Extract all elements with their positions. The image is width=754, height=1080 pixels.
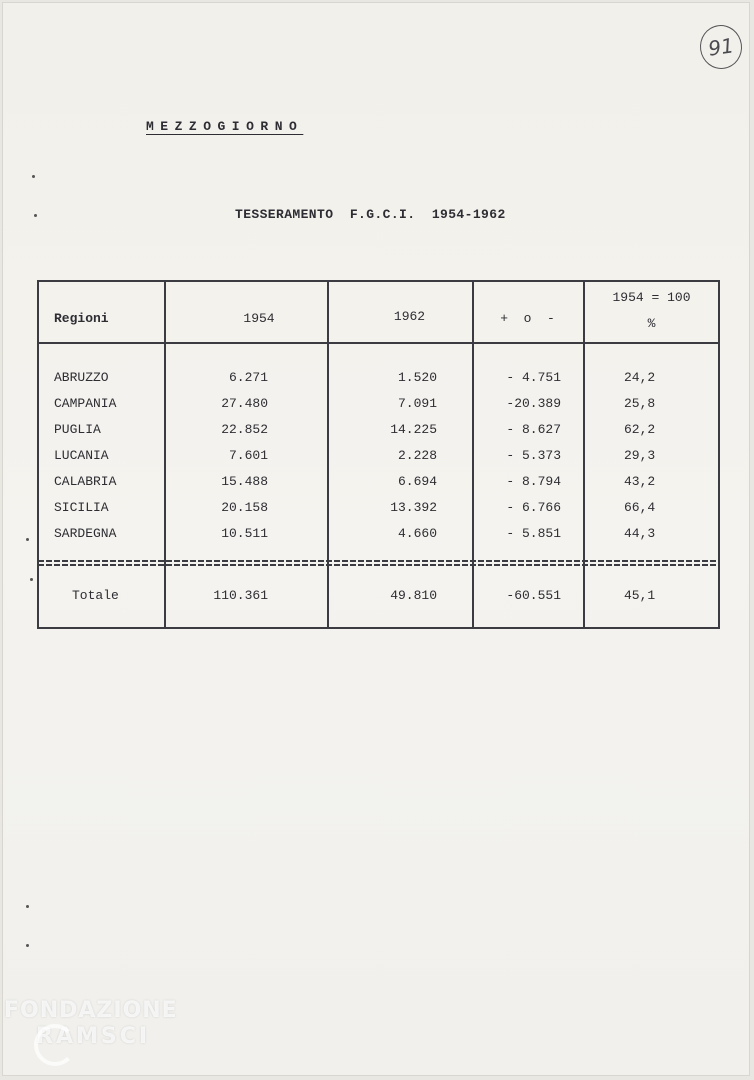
cell-index: 25,8 (624, 396, 656, 411)
cell-region: CALABRIA (54, 474, 117, 489)
cell-y1962: 14.225 (390, 422, 437, 437)
header-difference: + o - (500, 311, 555, 326)
column-divider (583, 281, 585, 628)
cell-index: 44,3 (624, 526, 656, 541)
cell-region: SICILIA (54, 500, 109, 515)
total-index: 45,1 (624, 588, 656, 603)
cell-index: 24,2 (624, 370, 656, 385)
header-index: 1954 = 100 (612, 290, 691, 305)
page-number: 91 (706, 33, 736, 61)
cell-index: 62,2 (624, 422, 656, 437)
cell-diff: - 5.373 (506, 448, 561, 463)
cell-y1954: 27.480 (221, 396, 268, 411)
cell-diff: - 8.794 (506, 474, 561, 489)
cell-diff: - 4.751 (506, 370, 561, 385)
cell-y1954: 10.511 (221, 526, 268, 541)
cell-y1962: 6.694 (397, 474, 437, 489)
total-divider (38, 560, 719, 562)
cell-y1954: 22.852 (221, 422, 268, 437)
cell-y1962: 7.091 (397, 396, 437, 411)
cell-diff: -20.389 (506, 396, 561, 411)
page-number-stamp (697, 22, 745, 71)
cell-region: PUGLIA (54, 422, 101, 437)
margin-mark (26, 944, 29, 947)
cell-y1962: 2.228 (397, 448, 437, 463)
cell-diff: - 6.766 (506, 500, 561, 515)
header-index-unit: % (647, 316, 656, 331)
watermark-g-logo (34, 1024, 76, 1066)
margin-mark (26, 905, 29, 908)
cell-index: 43,2 (624, 474, 656, 489)
margin-mark (34, 214, 37, 217)
cell-y1954: 7.601 (228, 448, 268, 463)
header-1954: 1954 (243, 311, 275, 326)
cell-index: 29,3 (624, 448, 656, 463)
cell-y1954: 20.158 (221, 500, 268, 515)
header-region: Regioni (54, 311, 109, 326)
cell-region: CAMPANIA (54, 396, 117, 411)
cell-y1962: 13.392 (390, 500, 437, 515)
cell-y1954: 6.271 (228, 370, 268, 385)
watermark-line-2: RAMSCI (36, 1024, 151, 1049)
cell-diff: - 8.627 (506, 422, 561, 437)
cell-region: ABRUZZO (54, 370, 109, 385)
table-title: TESSERAMENTO F.G.C.I. 1954-1962 (235, 207, 506, 222)
watermark-line-1: FONDAZIONE (4, 998, 178, 1023)
cell-y1962: 1.520 (397, 370, 437, 385)
total-divider (38, 564, 719, 566)
cell-diff: - 5.851 (506, 526, 561, 541)
cell-region: LUCANIA (54, 448, 109, 463)
total-difference: -60.551 (506, 588, 561, 603)
margin-mark (30, 578, 33, 581)
cell-y1962: 4.660 (397, 526, 437, 541)
cell-index: 66,4 (624, 500, 656, 515)
margin-mark (26, 538, 29, 541)
total-label: Totale (72, 588, 119, 603)
document-heading: MEZZOGIORNO (146, 119, 304, 134)
total-1962: 49.810 (390, 588, 437, 603)
fondazione-gramsci-watermark (4, 998, 178, 1050)
total-1954: 110.361 (213, 588, 268, 603)
margin-mark (32, 175, 35, 178)
cell-region: SARDEGNA (54, 526, 117, 541)
cell-y1954: 15.488 (221, 474, 268, 489)
header-divider (38, 342, 719, 344)
header-1962: 1962 (393, 309, 426, 324)
